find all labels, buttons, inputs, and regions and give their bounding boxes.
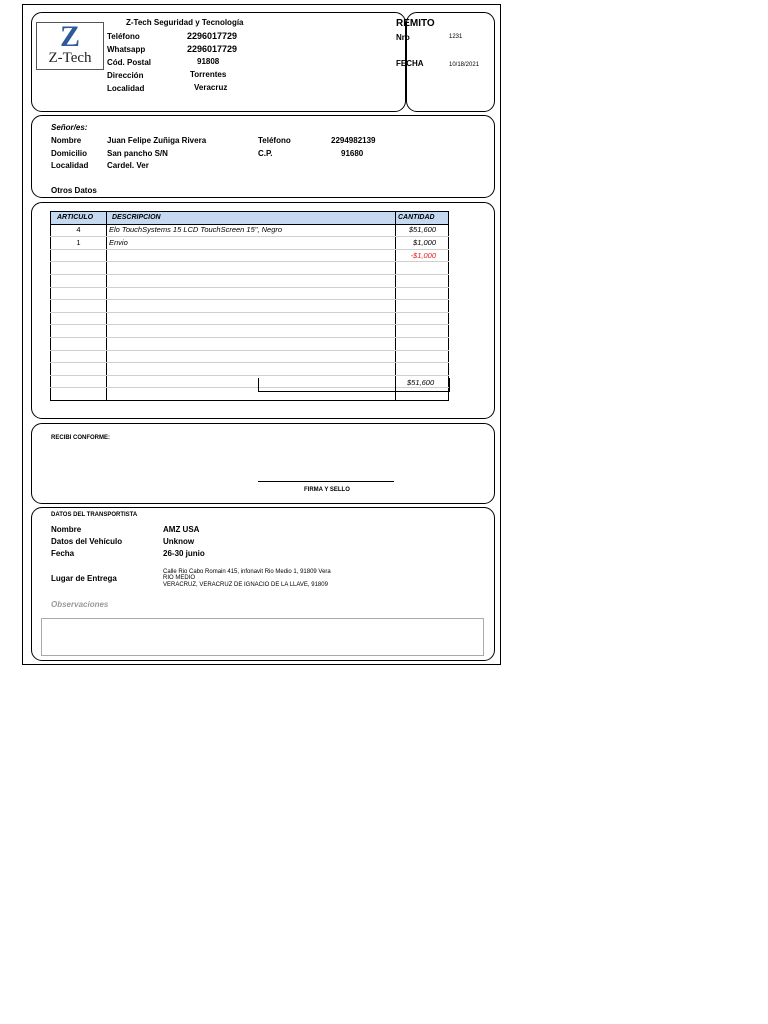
column-header-articulo: ARTICULO: [51, 212, 107, 225]
transport-name-value: AMZ USA: [163, 525, 200, 534]
transport-date-label: Fecha: [51, 549, 75, 558]
remito-date-value: 10/18/2021: [449, 62, 480, 68]
item-description: [107, 287, 396, 300]
observations-field[interactable]: [41, 618, 484, 656]
item-amount: $1,000: [396, 237, 449, 250]
company-city-value: Veracruz: [194, 83, 228, 92]
company-city-label: Localidad: [107, 84, 145, 93]
item-amount: [396, 300, 449, 313]
table-row: [51, 363, 449, 376]
column-header-cantidad: CANTIDAD: [396, 212, 449, 225]
item-description: Envio: [107, 237, 396, 250]
company-postal-value: 91808: [197, 57, 220, 66]
item-article: [51, 287, 107, 300]
items-body: [51, 224, 449, 400]
item-description: [107, 325, 396, 338]
table-row: [51, 274, 449, 287]
receipt-label: RECIBI CONFORME:: [51, 435, 110, 441]
item-amount: [396, 325, 449, 338]
item-amount: -$1,000: [396, 249, 449, 262]
signature-label: FIRMA Y SELLO: [304, 487, 350, 493]
item-amount: [396, 350, 449, 363]
client-address-label: Domicilio: [51, 149, 88, 158]
item-article: [51, 262, 107, 275]
table-row: [51, 325, 449, 338]
item-description: [107, 363, 396, 376]
item-amount: [396, 262, 449, 275]
transport-vehicle-value: Unknow: [163, 537, 195, 546]
item-article: 1: [51, 237, 107, 250]
table-row: [51, 287, 449, 300]
column-header-descripcion: DESCRIPCION: [107, 212, 396, 225]
transport-name-label: Nombre: [51, 525, 82, 534]
item-article: [51, 300, 107, 313]
item-article: [51, 325, 107, 338]
delivery-address-line-1: Calle Rio Cabo Romain 415, infonavit Rio Medio 1, 91809 Vera: [163, 569, 331, 575]
client-phone-label: Teléfono: [258, 136, 291, 145]
item-amount: $51,600: [396, 224, 449, 237]
items-header-row: [51, 212, 449, 225]
company-address-value: Torrentes: [190, 70, 227, 79]
item-description: [107, 350, 396, 363]
client-postal-value: 91680: [341, 149, 364, 158]
company-name: Z-Tech Seguridad y Tecnología: [126, 18, 244, 27]
item-article: [51, 337, 107, 350]
item-article: [51, 274, 107, 287]
item-article: [51, 350, 107, 363]
logo-text: Z-Tech: [48, 50, 92, 66]
remito-number-value: 1231: [449, 34, 463, 40]
transport-heading: DATOS DEL TRANSPORTISTA: [51, 512, 138, 518]
company-whatsapp-value: 2296017729: [187, 44, 238, 54]
table-row: [51, 337, 449, 350]
logo-letter: Z: [59, 20, 80, 53]
item-article: [51, 375, 107, 388]
item-amount: [396, 337, 449, 350]
item-amount: [396, 287, 449, 300]
item-article: [51, 249, 107, 262]
item-description: [107, 274, 396, 287]
remito-title: REMITO: [396, 18, 435, 29]
table-row: [51, 224, 449, 237]
remito-date-label: FECHA: [396, 59, 424, 68]
company-phone-value: 2296017729: [187, 31, 238, 41]
item-article: [51, 388, 107, 401]
item-description: [107, 300, 396, 313]
transport-date-value: 26-30 junio: [163, 549, 205, 558]
item-amount: [396, 312, 449, 325]
item-description: [107, 337, 396, 350]
client-address-value: San pancho S/N: [107, 149, 168, 158]
delivery-place-label: Lugar de Entrega: [51, 574, 117, 583]
table-row: [51, 237, 449, 250]
client-phone-value: 2294982139: [331, 136, 376, 145]
table-row: [51, 350, 449, 363]
table-row: [51, 249, 449, 262]
item-article: 4: [51, 224, 107, 237]
table-row: [51, 300, 449, 313]
total-value: $51,600: [407, 378, 435, 387]
company-logo: [36, 22, 104, 70]
signature-line: [258, 481, 394, 482]
item-amount: [396, 363, 449, 376]
company-whatsapp-label: Whatsapp: [107, 45, 146, 54]
client-city-value: Cardel. Ver: [107, 161, 149, 170]
item-description: [107, 249, 396, 262]
client-name-label: Nombre: [51, 136, 82, 145]
client-other-label: Otros Datos: [51, 186, 97, 195]
client-name-value: Juan Felipe Zuñiga Rivera: [107, 136, 207, 145]
item-description: Elo TouchSystems 15 LCD TouchScreen 15", Negro: [107, 224, 396, 237]
company-address-label: Dirección: [107, 71, 144, 80]
company-postal-label: Cód. Postal: [107, 58, 152, 67]
remito-number-label: Nro: [396, 33, 410, 42]
client-city-label: Localidad: [51, 161, 89, 170]
table-row: [51, 262, 449, 275]
delivery-address-line-3: VERACRUZ, VERACRUZ DE IGNACIO DE LA LLAVE, 91809: [163, 582, 328, 588]
item-amount: [396, 274, 449, 287]
client-heading: Señor/es:: [51, 123, 88, 132]
item-article: [51, 363, 107, 376]
table-row: [51, 312, 449, 325]
delivery-address-line-2: RIO MEDIO: [163, 575, 196, 581]
item-article: [51, 312, 107, 325]
items-table: [50, 211, 449, 401]
item-description: [107, 262, 396, 275]
transport-vehicle-label: Datos del Vehículo: [51, 537, 123, 546]
company-phone-label: Teléfono: [107, 32, 140, 41]
observations-label: Observaciones: [51, 600, 109, 609]
item-description: [107, 312, 396, 325]
client-postal-label: C.P.: [258, 149, 273, 158]
